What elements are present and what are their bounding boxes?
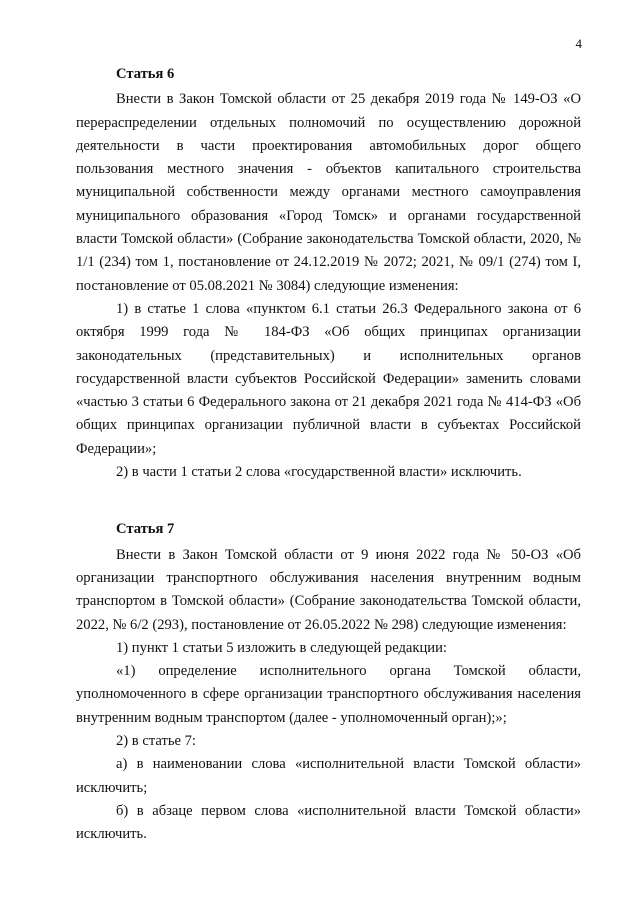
document-body xyxy=(76,63,581,847)
article-7-item-1: 1) пункт 1 статьи 5 изложить в следующей редакции: xyxy=(116,639,447,656)
article-6-intro: Внести в Закон Томской области от 25 декабря 2019 года № 149-ОЗ «О перераспределении отдельных полномочий по осуществлению дорожной деятельности в части проектирования автомобильных дорог общего пользования местного значения - объектов капитального строительства муниципальной собственности между органами местного самоуправления муниципального образования «Город Томск» и органами государственной власти Томской области» (Собрание законодательства Томской области, 2020, № 1/1 (234) том 1, постановление от 24.12.2019 № 2072; 2021, № 09/1 (274) том I, постановление от 05.08.2021 № 3084) следующие изменения: xyxy=(76,91,581,294)
article-7-item-1-text: «1) определение исполнительного органа Томской области, уполномоченного в сфере организации транспортного обслуживания населения внутренним водным транспортом (далее - уполномоченный орган);»; xyxy=(76,663,581,726)
article-7-heading: Статья 7 xyxy=(116,521,175,538)
section-spacer xyxy=(76,484,581,518)
article-7-item-2: 2) в статье 7: xyxy=(116,733,196,750)
article-6-heading: Статья 6 xyxy=(116,66,175,82)
article-7-item-2a: а) в наименовании слова «исполнительной власти Томской области» исключить; xyxy=(76,756,581,796)
article-6-item-2: 2) в части 1 статьи 2 слова «государственной власти» исключить. xyxy=(116,464,522,481)
article-7-item-2b: б) в абзаце первом слова «исполнительной власти Томской области» исключить. xyxy=(76,802,581,843)
article-6-item-1: 1) в статье 1 слова «пунктом 6.1 статьи 26.3 Федерального закона от 6 октября 1999 года № 184-ФЗ «Об общих принципах организации законодательных (представительных) и исполнительных органов государственной власти субъектов Российской Федерации» заменить словами «частью 3 статьи 6 Федерального закона от 21 декабря 2021 года № 414-ФЗ «Об общих принципах организации публичной власти в субъектах Российской Федерации»; xyxy=(76,300,581,457)
article-7-intro: Внести в Закон Томской области от 9 июня 2022 года № 50-ОЗ «Об организации транспортного обслуживания населения внутренним водным транспортом в Томской области» (Собрание законодательства Томской области, 2022, № 6/2 (293), постановление от 26.05.2022 № 298) следующие изменения: xyxy=(76,546,581,633)
article-7 xyxy=(76,518,581,846)
article-6 xyxy=(76,63,581,484)
page-number: 4 xyxy=(575,36,582,51)
